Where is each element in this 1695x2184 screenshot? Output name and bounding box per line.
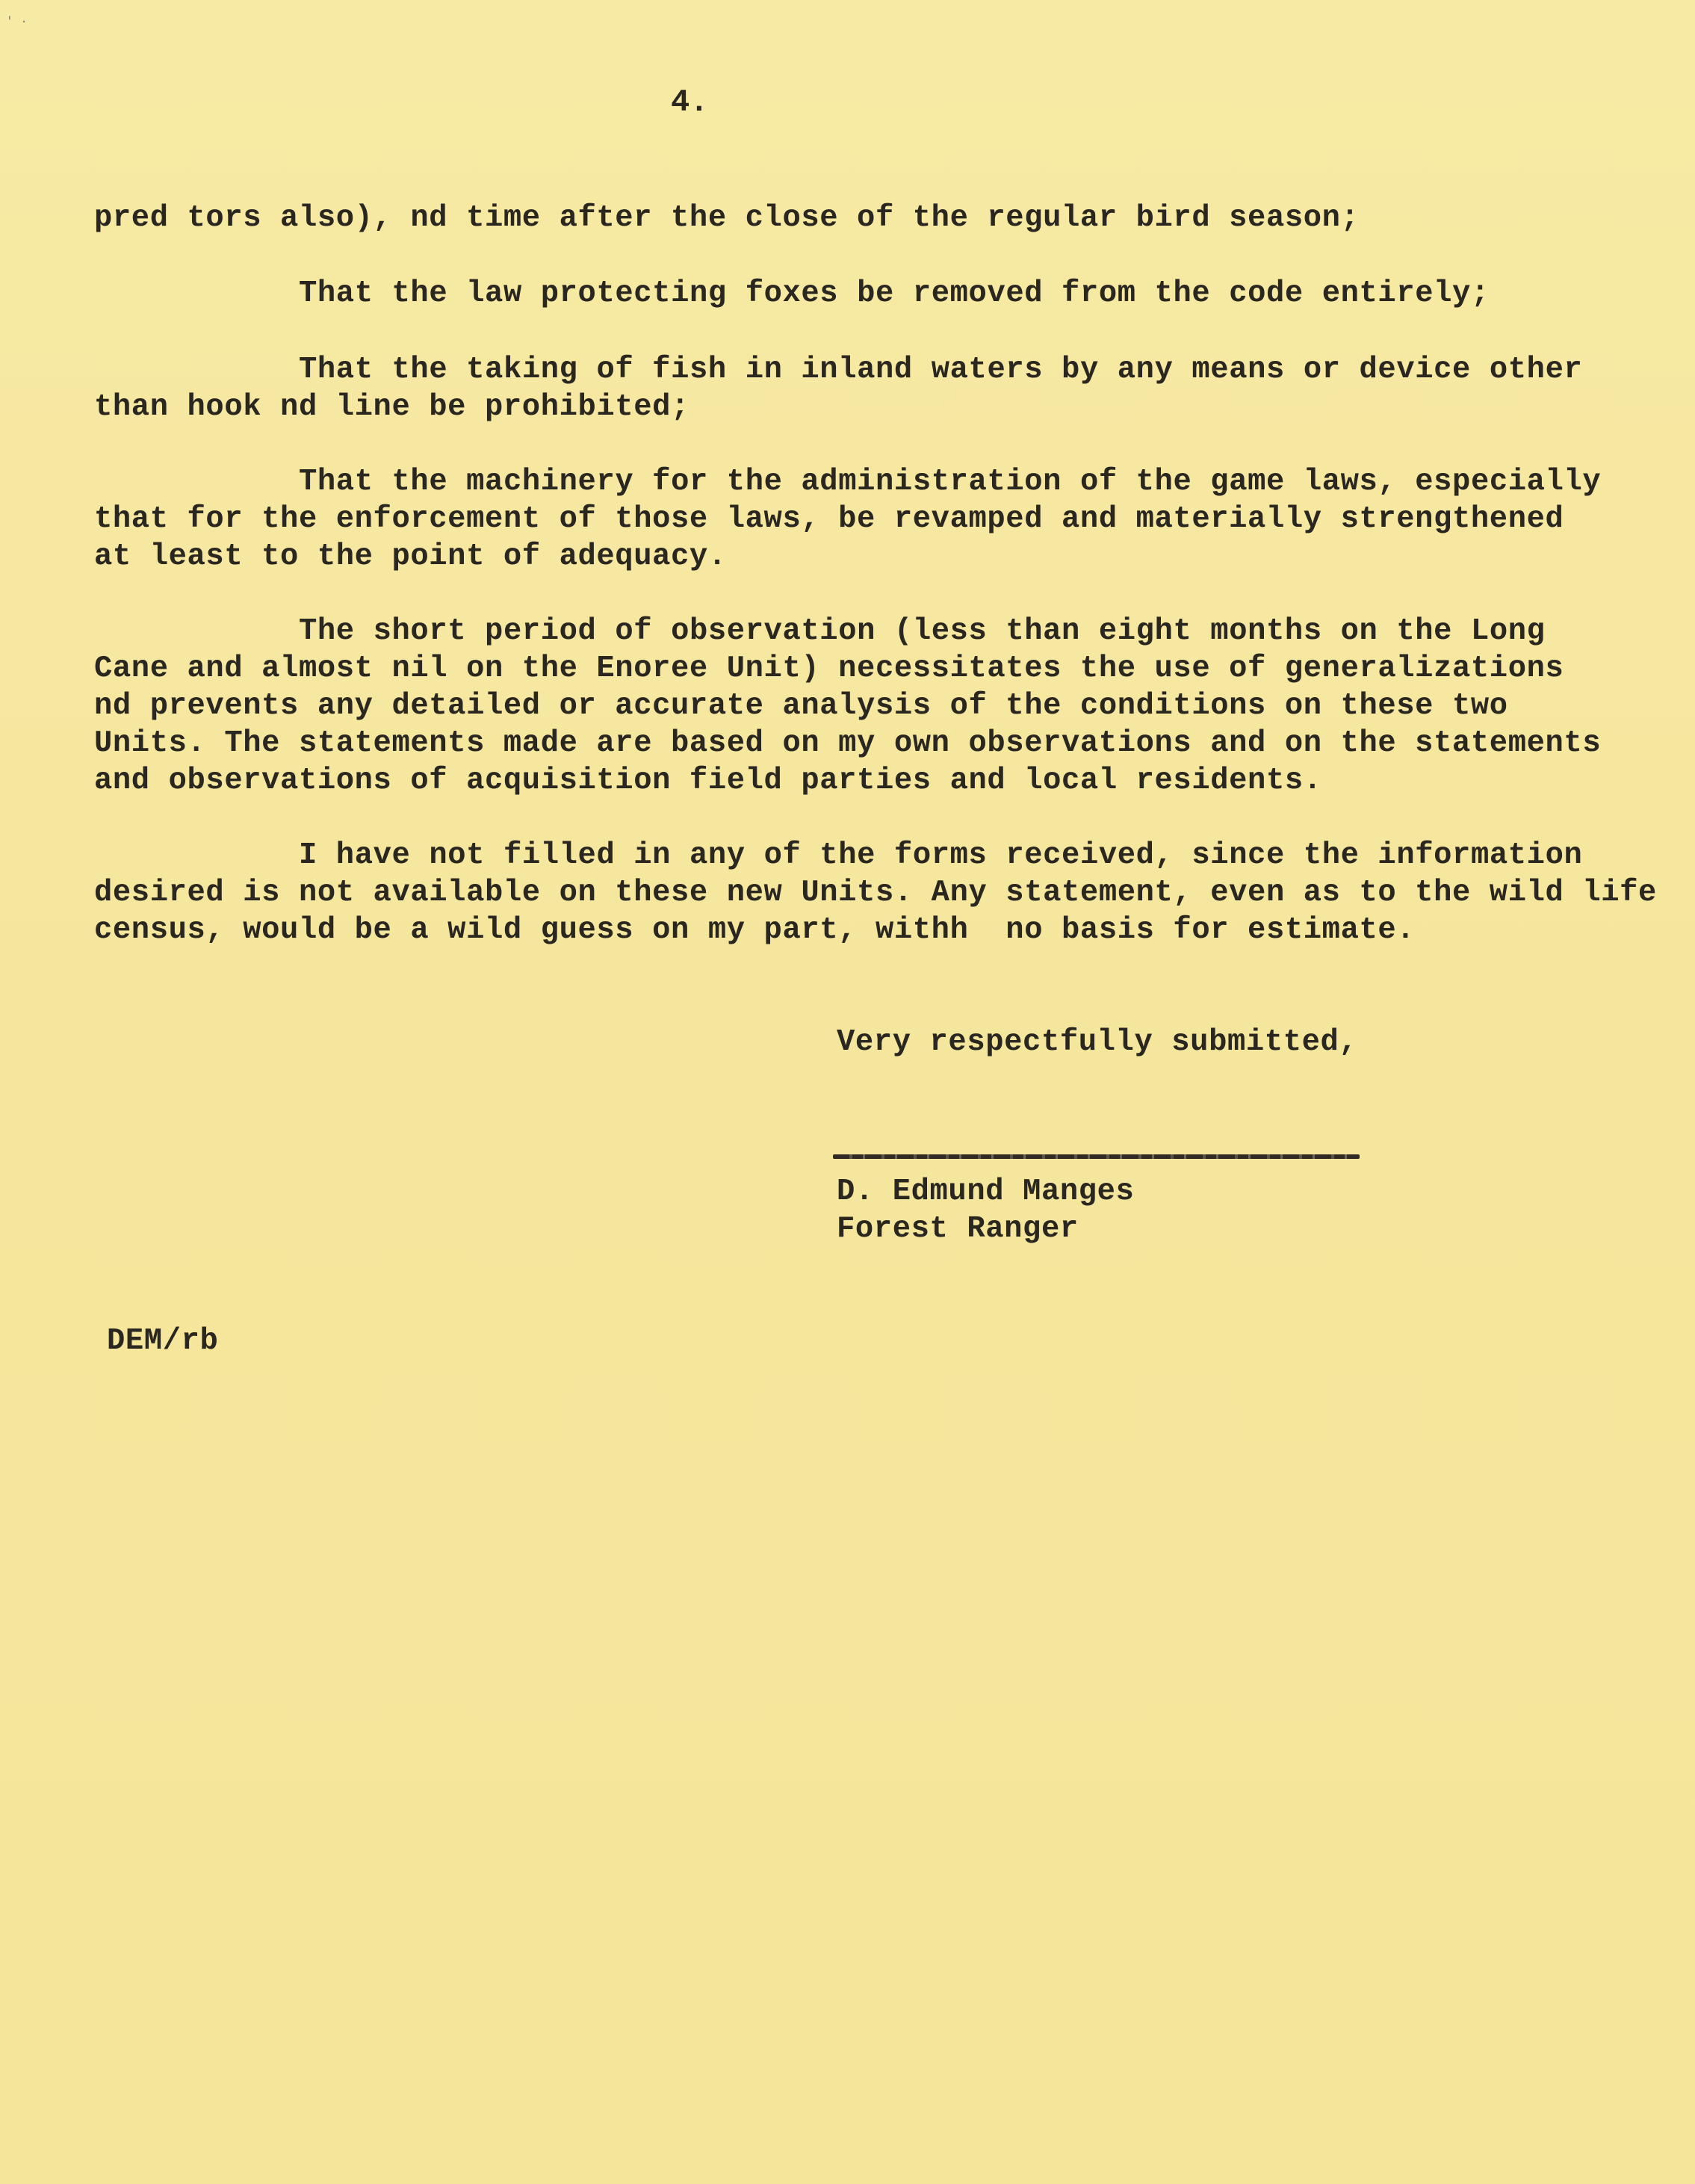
paragraph-4-line-1: That the machinery for the administration of the game laws, especially: [299, 465, 1602, 499]
signature-line: [833, 1154, 1360, 1159]
paragraph-5-line-1: The short period of observation (less than eight months on the Long: [299, 614, 1546, 649]
paragraph-4-line-2: that for the enforcement of those laws, be revamped and materially strengthened: [94, 502, 1564, 536]
paragraph-1-line-1: pred tors also), nd time after the close of the regular bird season;: [94, 201, 1360, 235]
closing-line: Very respectfully submitted,: [837, 1025, 1358, 1059]
paragraph-4-line-3: at least to the point of adequacy.: [94, 539, 727, 574]
paragraph-3-line-1: That the taking of fish in inland waters by any means or device other: [299, 353, 1583, 387]
typist-initials: DEM/rb: [107, 1324, 219, 1358]
paragraph-6-line-2: desired is not available on these new Units. Any statement, even as to the wild life: [94, 876, 1657, 910]
paragraph-5-line-4: Units. The statements made are based on my own observations and on the statements: [94, 726, 1602, 761]
corner-mark: ' ·: [6, 15, 28, 28]
signer-title: Forest Ranger: [837, 1212, 1079, 1246]
signer-name: D. Edmund Manges: [837, 1175, 1135, 1209]
paragraph-5-line-5: and observations of acquisition field parties and local residents.: [94, 764, 1322, 798]
paragraph-2-line-1: That the law protecting foxes be removed from the code entirely;: [299, 276, 1490, 311]
paragraph-5-line-3: nd prevents any detailed or accurate analysis of the conditions on these two: [94, 689, 1508, 723]
paragraph-5-line-2: Cane and almost nil on the Enoree Unit) necessitates the use of generalizations: [94, 652, 1564, 686]
page-number: 4.: [671, 84, 709, 120]
paragraph-6-line-1: I have not filled in any of the forms received, since the information: [299, 838, 1583, 873]
paragraph-3-line-2: than hook nd line be prohibited;: [94, 390, 690, 424]
paragraph-6-line-3: census, would be a wild guess on my part, withh no basis for estimate.: [94, 913, 1416, 947]
